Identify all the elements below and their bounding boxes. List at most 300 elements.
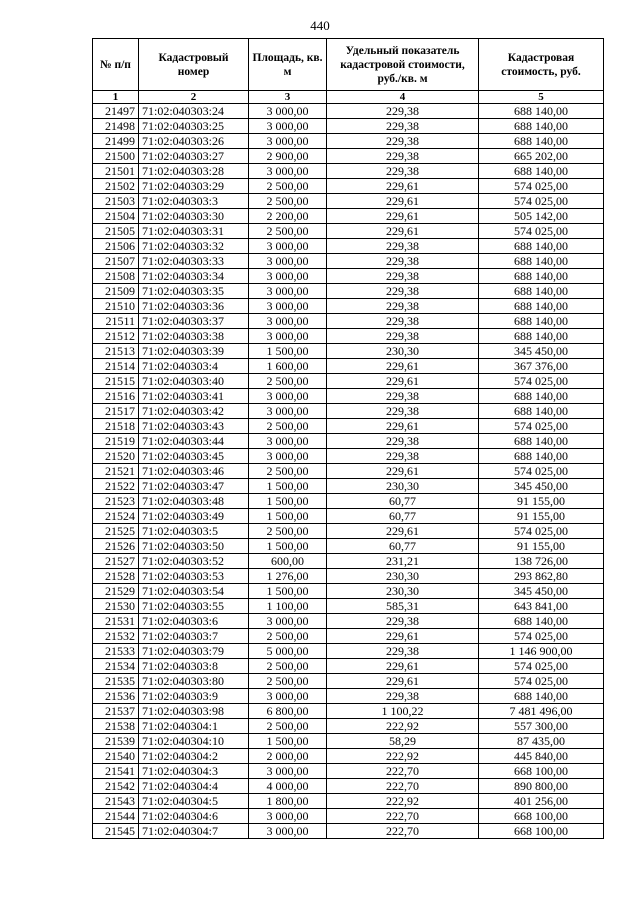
table-row xyxy=(93,794,604,809)
cadastral-number-cell: 71:02:040303:52 xyxy=(139,554,249,569)
cadastral-number-cell: 71:02:040303:79 xyxy=(139,644,249,659)
specific-value-cell: 229,61 xyxy=(327,194,479,209)
cadastral-number-cell: 71:02:040303:34 xyxy=(139,269,249,284)
table-row xyxy=(93,194,604,209)
cadastral-value-cell: 668 100,00 xyxy=(479,824,604,839)
cadastral-value-cell: 643 841,00 xyxy=(479,599,604,614)
row-number-cell: 21532 xyxy=(93,629,139,644)
table-row xyxy=(93,239,604,254)
cadastral-number-cell: 71:02:040303:54 xyxy=(139,584,249,599)
table-row xyxy=(93,164,604,179)
area-cell: 2 500,00 xyxy=(249,374,327,389)
specific-value-cell: 229,38 xyxy=(327,449,479,464)
specific-value-cell: 229,38 xyxy=(327,389,479,404)
table-row xyxy=(93,104,604,119)
header-row-number: № п/п xyxy=(93,39,139,91)
cadastral-number-cell: 71:02:040303:48 xyxy=(139,494,249,509)
column-number-row xyxy=(93,91,604,104)
specific-value-cell: 229,38 xyxy=(327,269,479,284)
cadastral-number-cell: 71:02:040303:7 xyxy=(139,629,249,644)
row-number-cell: 21510 xyxy=(93,299,139,314)
row-number-cell: 21524 xyxy=(93,509,139,524)
specific-value-cell: 229,38 xyxy=(327,644,479,659)
cadastral-number-cell: 71:02:040303:50 xyxy=(139,539,249,554)
cadastral-number-cell: 71:02:040303:8 xyxy=(139,659,249,674)
area-cell: 3 000,00 xyxy=(249,764,327,779)
row-number-cell: 21544 xyxy=(93,809,139,824)
cadastral-value-cell: 557 300,00 xyxy=(479,719,604,734)
row-number-cell: 21527 xyxy=(93,554,139,569)
cadastral-number-cell: 71:02:040303:46 xyxy=(139,464,249,479)
specific-value-cell: 230,30 xyxy=(327,344,479,359)
cadastral-number-cell: 71:02:040304:7 xyxy=(139,824,249,839)
specific-value-cell: 229,61 xyxy=(327,209,479,224)
area-cell: 3 000,00 xyxy=(249,614,327,629)
cadastral-number-cell: 71:02:040303:36 xyxy=(139,299,249,314)
cadastral-number-cell: 71:02:040303:26 xyxy=(139,134,249,149)
cadastral-number-cell: 71:02:040304:4 xyxy=(139,779,249,794)
cadastral-number-cell: 71:02:040303:41 xyxy=(139,389,249,404)
cadastral-value-table xyxy=(92,38,604,839)
area-cell: 3 000,00 xyxy=(249,119,327,134)
specific-value-cell: 230,30 xyxy=(327,584,479,599)
area-cell: 2 500,00 xyxy=(249,194,327,209)
area-cell: 3 000,00 xyxy=(249,404,327,419)
cadastral-value-cell: 87 435,00 xyxy=(479,734,604,749)
area-cell: 5 000,00 xyxy=(249,644,327,659)
specific-value-cell: 60,77 xyxy=(327,494,479,509)
area-cell: 2 500,00 xyxy=(249,659,327,674)
cadastral-value-cell: 688 140,00 xyxy=(479,134,604,149)
cadastral-value-cell: 401 256,00 xyxy=(479,794,604,809)
specific-value-cell: 229,38 xyxy=(327,689,479,704)
header-cadastral-number: Кадастровый номер xyxy=(139,39,249,91)
cadastral-value-cell: 91 155,00 xyxy=(479,509,604,524)
table-row xyxy=(93,419,604,434)
row-number-cell: 21501 xyxy=(93,164,139,179)
specific-value-cell: 222,92 xyxy=(327,719,479,734)
area-cell: 3 000,00 xyxy=(249,299,327,314)
area-cell: 3 000,00 xyxy=(249,434,327,449)
row-number-cell: 21541 xyxy=(93,764,139,779)
area-cell: 1 500,00 xyxy=(249,344,327,359)
specific-value-cell: 229,38 xyxy=(327,239,479,254)
row-number-cell: 21505 xyxy=(93,224,139,239)
table-row xyxy=(93,749,604,764)
cadastral-number-cell: 71:02:040303:38 xyxy=(139,329,249,344)
cadastral-number-cell: 71:02:040304:1 xyxy=(139,719,249,734)
column-number: 4 xyxy=(327,91,479,104)
row-number-cell: 21523 xyxy=(93,494,139,509)
cadastral-value-cell: 574 025,00 xyxy=(479,524,604,539)
row-number-cell: 21500 xyxy=(93,149,139,164)
area-cell: 3 000,00 xyxy=(249,329,327,344)
row-number-cell: 21513 xyxy=(93,344,139,359)
cadastral-number-cell: 71:02:040303:9 xyxy=(139,689,249,704)
cadastral-number-cell: 71:02:040303:37 xyxy=(139,314,249,329)
cadastral-value-cell: 293 862,80 xyxy=(479,569,604,584)
area-cell: 2 500,00 xyxy=(249,524,327,539)
cadastral-number-cell: 71:02:040303:3 xyxy=(139,194,249,209)
area-cell: 3 000,00 xyxy=(249,254,327,269)
cadastral-value-cell: 574 025,00 xyxy=(479,659,604,674)
column-number: 2 xyxy=(139,91,249,104)
row-number-cell: 21526 xyxy=(93,539,139,554)
row-number-cell: 21511 xyxy=(93,314,139,329)
cadastral-number-cell: 71:02:040303:6 xyxy=(139,614,249,629)
specific-value-cell: 229,61 xyxy=(327,629,479,644)
row-number-cell: 21503 xyxy=(93,194,139,209)
cadastral-value-cell: 688 140,00 xyxy=(479,119,604,134)
column-number: 3 xyxy=(249,91,327,104)
cadastral-value-cell: 688 140,00 xyxy=(479,239,604,254)
row-number-cell: 21508 xyxy=(93,269,139,284)
area-cell: 2 500,00 xyxy=(249,719,327,734)
row-number-cell: 21540 xyxy=(93,749,139,764)
specific-value-cell: 585,31 xyxy=(327,599,479,614)
area-cell: 3 000,00 xyxy=(249,389,327,404)
row-number-cell: 21506 xyxy=(93,239,139,254)
specific-value-cell: 229,38 xyxy=(327,134,479,149)
row-number-cell: 21521 xyxy=(93,464,139,479)
area-cell: 3 000,00 xyxy=(249,689,327,704)
area-cell: 3 000,00 xyxy=(249,314,327,329)
column-number: 1 xyxy=(93,91,139,104)
area-cell: 3 000,00 xyxy=(249,164,327,179)
row-number-cell: 21536 xyxy=(93,689,139,704)
specific-value-cell: 229,61 xyxy=(327,674,479,689)
specific-value-cell: 229,38 xyxy=(327,299,479,314)
area-cell: 1 276,00 xyxy=(249,569,327,584)
row-number-cell: 21507 xyxy=(93,254,139,269)
cadastral-value-cell: 1 146 900,00 xyxy=(479,644,604,659)
specific-value-cell: 229,61 xyxy=(327,224,479,239)
table-row xyxy=(93,284,604,299)
table-row xyxy=(93,329,604,344)
table-row xyxy=(93,629,604,644)
table-body xyxy=(93,104,604,839)
cadastral-number-cell: 71:02:040303:24 xyxy=(139,104,249,119)
cadastral-value-cell: 688 140,00 xyxy=(479,449,604,464)
table-row xyxy=(93,614,604,629)
specific-value-cell: 230,30 xyxy=(327,479,479,494)
cadastral-value-cell: 688 140,00 xyxy=(479,299,604,314)
table-row xyxy=(93,659,604,674)
area-cell: 1 500,00 xyxy=(249,509,327,524)
row-number-cell: 21543 xyxy=(93,794,139,809)
cadastral-value-cell: 890 800,00 xyxy=(479,779,604,794)
table-row xyxy=(93,644,604,659)
cadastral-number-cell: 71:02:040303:45 xyxy=(139,449,249,464)
specific-value-cell: 229,61 xyxy=(327,659,479,674)
cadastral-number-cell: 71:02:040303:42 xyxy=(139,404,249,419)
specific-value-cell: 58,29 xyxy=(327,734,479,749)
cadastral-value-cell: 688 140,00 xyxy=(479,434,604,449)
table-row xyxy=(93,704,604,719)
table-row xyxy=(93,764,604,779)
specific-value-cell: 229,38 xyxy=(327,254,479,269)
area-cell: 1 800,00 xyxy=(249,794,327,809)
cadastral-number-cell: 71:02:040303:32 xyxy=(139,239,249,254)
row-number-cell: 21517 xyxy=(93,404,139,419)
cadastral-number-cell: 71:02:040304:10 xyxy=(139,734,249,749)
cadastral-number-cell: 71:02:040303:44 xyxy=(139,434,249,449)
row-number-cell: 21520 xyxy=(93,449,139,464)
specific-value-cell: 229,61 xyxy=(327,359,479,374)
cadastral-number-cell: 71:02:040303:31 xyxy=(139,224,249,239)
table-row xyxy=(93,464,604,479)
cadastral-number-cell: 71:02:040303:39 xyxy=(139,344,249,359)
table-row xyxy=(93,179,604,194)
table-row xyxy=(93,509,604,524)
table-row xyxy=(93,584,604,599)
cadastral-value-cell: 574 025,00 xyxy=(479,419,604,434)
cadastral-value-cell: 574 025,00 xyxy=(479,179,604,194)
area-cell: 2 500,00 xyxy=(249,224,327,239)
area-cell: 1 500,00 xyxy=(249,479,327,494)
row-number-cell: 21531 xyxy=(93,614,139,629)
cadastral-value-cell: 445 840,00 xyxy=(479,749,604,764)
table-row xyxy=(93,314,604,329)
cadastral-value-cell: 345 450,00 xyxy=(479,344,604,359)
header-cadastral-value: Кадастровая стоимость, руб. xyxy=(479,39,604,91)
area-cell: 1 500,00 xyxy=(249,539,327,554)
area-cell: 2 000,00 xyxy=(249,749,327,764)
cadastral-value-cell: 665 202,00 xyxy=(479,149,604,164)
row-number-cell: 21504 xyxy=(93,209,139,224)
specific-value-cell: 60,77 xyxy=(327,509,479,524)
table-row xyxy=(93,494,604,509)
area-cell: 3 000,00 xyxy=(249,824,327,839)
cadastral-value-cell: 138 726,00 xyxy=(479,554,604,569)
cadastral-number-cell: 71:02:040304:3 xyxy=(139,764,249,779)
area-cell: 600,00 xyxy=(249,554,327,569)
area-cell: 1 500,00 xyxy=(249,584,327,599)
cadastral-value-cell: 91 155,00 xyxy=(479,494,604,509)
cadastral-value-cell: 688 140,00 xyxy=(479,284,604,299)
table-row xyxy=(93,479,604,494)
cadastral-number-cell: 71:02:040304:6 xyxy=(139,809,249,824)
area-cell: 2 500,00 xyxy=(249,179,327,194)
row-number-cell: 21515 xyxy=(93,374,139,389)
row-number-cell: 21518 xyxy=(93,419,139,434)
table-header-row xyxy=(93,39,604,91)
specific-value-cell: 222,92 xyxy=(327,794,479,809)
row-number-cell: 21530 xyxy=(93,599,139,614)
cadastral-value-cell: 574 025,00 xyxy=(479,224,604,239)
cadastral-value-cell: 574 025,00 xyxy=(479,194,604,209)
row-number-cell: 21542 xyxy=(93,779,139,794)
cadastral-number-cell: 71:02:040303:29 xyxy=(139,179,249,194)
table-row xyxy=(93,554,604,569)
table-row xyxy=(93,209,604,224)
row-number-cell: 21516 xyxy=(93,389,139,404)
area-cell: 4 000,00 xyxy=(249,779,327,794)
row-number-cell: 21545 xyxy=(93,824,139,839)
specific-value-cell: 231,21 xyxy=(327,554,479,569)
row-number-cell: 21497 xyxy=(93,104,139,119)
row-number-cell: 21533 xyxy=(93,644,139,659)
row-number-cell: 21529 xyxy=(93,584,139,599)
cadastral-number-cell: 71:02:040303:55 xyxy=(139,599,249,614)
cadastral-value-cell: 574 025,00 xyxy=(479,464,604,479)
specific-value-cell: 222,70 xyxy=(327,764,479,779)
table-row xyxy=(93,224,604,239)
table-row xyxy=(93,599,604,614)
area-cell: 2 500,00 xyxy=(249,464,327,479)
cadastral-number-cell: 71:02:040303:43 xyxy=(139,419,249,434)
header-specific-value: Удельный показатель кадастровой стоимости, руб./кв. м xyxy=(327,39,479,91)
cadastral-number-cell: 71:02:040304:2 xyxy=(139,749,249,764)
area-cell: 3 000,00 xyxy=(249,104,327,119)
cadastral-number-cell: 71:02:040303:28 xyxy=(139,164,249,179)
table-row xyxy=(93,824,604,839)
specific-value-cell: 222,70 xyxy=(327,824,479,839)
cadastral-number-cell: 71:02:040303:47 xyxy=(139,479,249,494)
table-row xyxy=(93,389,604,404)
row-number-cell: 21535 xyxy=(93,674,139,689)
specific-value-cell: 222,92 xyxy=(327,749,479,764)
specific-value-cell: 229,61 xyxy=(327,524,479,539)
cadastral-value-cell: 367 376,00 xyxy=(479,359,604,374)
table-row xyxy=(93,569,604,584)
table-row xyxy=(93,719,604,734)
area-cell: 3 000,00 xyxy=(249,269,327,284)
row-number-cell: 21499 xyxy=(93,134,139,149)
area-cell: 2 500,00 xyxy=(249,629,327,644)
row-number-cell: 21498 xyxy=(93,119,139,134)
area-cell: 6 800,00 xyxy=(249,704,327,719)
area-cell: 2 200,00 xyxy=(249,209,327,224)
specific-value-cell: 1 100,22 xyxy=(327,704,479,719)
cadastral-number-cell: 71:02:040303:4 xyxy=(139,359,249,374)
table-row xyxy=(93,434,604,449)
row-number-cell: 21519 xyxy=(93,434,139,449)
cadastral-value-cell: 688 140,00 xyxy=(479,104,604,119)
specific-value-cell: 229,38 xyxy=(327,104,479,119)
cadastral-value-cell: 688 140,00 xyxy=(479,689,604,704)
cadastral-value-cell: 688 140,00 xyxy=(479,404,604,419)
cadastral-value-cell: 345 450,00 xyxy=(479,479,604,494)
cadastral-number-cell: 71:02:040303:5 xyxy=(139,524,249,539)
row-number-cell: 21509 xyxy=(93,284,139,299)
specific-value-cell: 229,38 xyxy=(327,284,479,299)
cadastral-number-cell: 71:02:040303:53 xyxy=(139,569,249,584)
cadastral-value-cell: 574 025,00 xyxy=(479,674,604,689)
cadastral-number-cell: 71:02:040303:80 xyxy=(139,674,249,689)
area-cell: 3 000,00 xyxy=(249,134,327,149)
specific-value-cell: 229,38 xyxy=(327,149,479,164)
table-row xyxy=(93,524,604,539)
specific-value-cell: 229,38 xyxy=(327,614,479,629)
table-row xyxy=(93,119,604,134)
table-row xyxy=(93,359,604,374)
cadastral-value-cell: 668 100,00 xyxy=(479,764,604,779)
table-row xyxy=(93,344,604,359)
area-cell: 2 900,00 xyxy=(249,149,327,164)
cadastral-value-cell: 345 450,00 xyxy=(479,584,604,599)
cadastral-value-cell: 91 155,00 xyxy=(479,539,604,554)
table-row xyxy=(93,449,604,464)
cadastral-number-cell: 71:02:040303:98 xyxy=(139,704,249,719)
row-number-cell: 21514 xyxy=(93,359,139,374)
row-number-cell: 21512 xyxy=(93,329,139,344)
cadastral-value-cell: 688 140,00 xyxy=(479,269,604,284)
table-row xyxy=(93,374,604,389)
table-row xyxy=(93,149,604,164)
cadastral-number-cell: 71:02:040303:27 xyxy=(139,149,249,164)
cadastral-number-cell: 71:02:040303:25 xyxy=(139,119,249,134)
cadastral-value-cell: 668 100,00 xyxy=(479,809,604,824)
cadastral-value-cell: 688 140,00 xyxy=(479,164,604,179)
area-cell: 3 000,00 xyxy=(249,809,327,824)
row-number-cell: 21538 xyxy=(93,719,139,734)
cadastral-value-cell: 7 481 496,00 xyxy=(479,704,604,719)
cadastral-value-cell: 688 140,00 xyxy=(479,614,604,629)
table-row xyxy=(93,689,604,704)
row-number-cell: 21522 xyxy=(93,479,139,494)
row-number-cell: 21528 xyxy=(93,569,139,584)
table-row xyxy=(93,299,604,314)
cadastral-value-cell: 688 140,00 xyxy=(479,314,604,329)
area-cell: 2 500,00 xyxy=(249,674,327,689)
area-cell: 1 500,00 xyxy=(249,494,327,509)
header-area: Площадь, кв. м xyxy=(249,39,327,91)
specific-value-cell: 229,61 xyxy=(327,374,479,389)
row-number-cell: 21525 xyxy=(93,524,139,539)
row-number-cell: 21539 xyxy=(93,734,139,749)
cadastral-number-cell: 71:02:040303:49 xyxy=(139,509,249,524)
area-cell: 1 100,00 xyxy=(249,599,327,614)
specific-value-cell: 229,61 xyxy=(327,464,479,479)
table-row xyxy=(93,254,604,269)
row-number-cell: 21534 xyxy=(93,659,139,674)
specific-value-cell: 229,61 xyxy=(327,179,479,194)
table-row xyxy=(93,404,604,419)
specific-value-cell: 230,30 xyxy=(327,569,479,584)
column-number: 5 xyxy=(479,91,604,104)
cadastral-value-cell: 688 140,00 xyxy=(479,329,604,344)
specific-value-cell: 229,38 xyxy=(327,329,479,344)
table-row xyxy=(93,134,604,149)
specific-value-cell: 60,77 xyxy=(327,539,479,554)
cadastral-value-cell: 688 140,00 xyxy=(479,389,604,404)
cadastral-value-cell: 688 140,00 xyxy=(479,254,604,269)
cadastral-number-cell: 71:02:040303:33 xyxy=(139,254,249,269)
cadastral-value-cell: 574 025,00 xyxy=(479,629,604,644)
specific-value-cell: 229,38 xyxy=(327,434,479,449)
area-cell: 3 000,00 xyxy=(249,449,327,464)
specific-value-cell: 229,61 xyxy=(327,419,479,434)
area-cell: 3 000,00 xyxy=(249,284,327,299)
table-row xyxy=(93,269,604,284)
cadastral-value-cell: 574 025,00 xyxy=(479,374,604,389)
cadastral-number-cell: 71:02:040303:35 xyxy=(139,284,249,299)
area-cell: 2 500,00 xyxy=(249,419,327,434)
table-row xyxy=(93,674,604,689)
cadastral-number-cell: 71:02:040303:30 xyxy=(139,209,249,224)
table-row xyxy=(93,734,604,749)
row-number-cell: 21537 xyxy=(93,704,139,719)
specific-value-cell: 229,38 xyxy=(327,404,479,419)
specific-value-cell: 222,70 xyxy=(327,809,479,824)
table-row xyxy=(93,779,604,794)
specific-value-cell: 222,70 xyxy=(327,779,479,794)
table-row xyxy=(93,539,604,554)
cadastral-number-cell: 71:02:040303:40 xyxy=(139,374,249,389)
area-cell: 1 500,00 xyxy=(249,734,327,749)
area-cell: 1 600,00 xyxy=(249,359,327,374)
